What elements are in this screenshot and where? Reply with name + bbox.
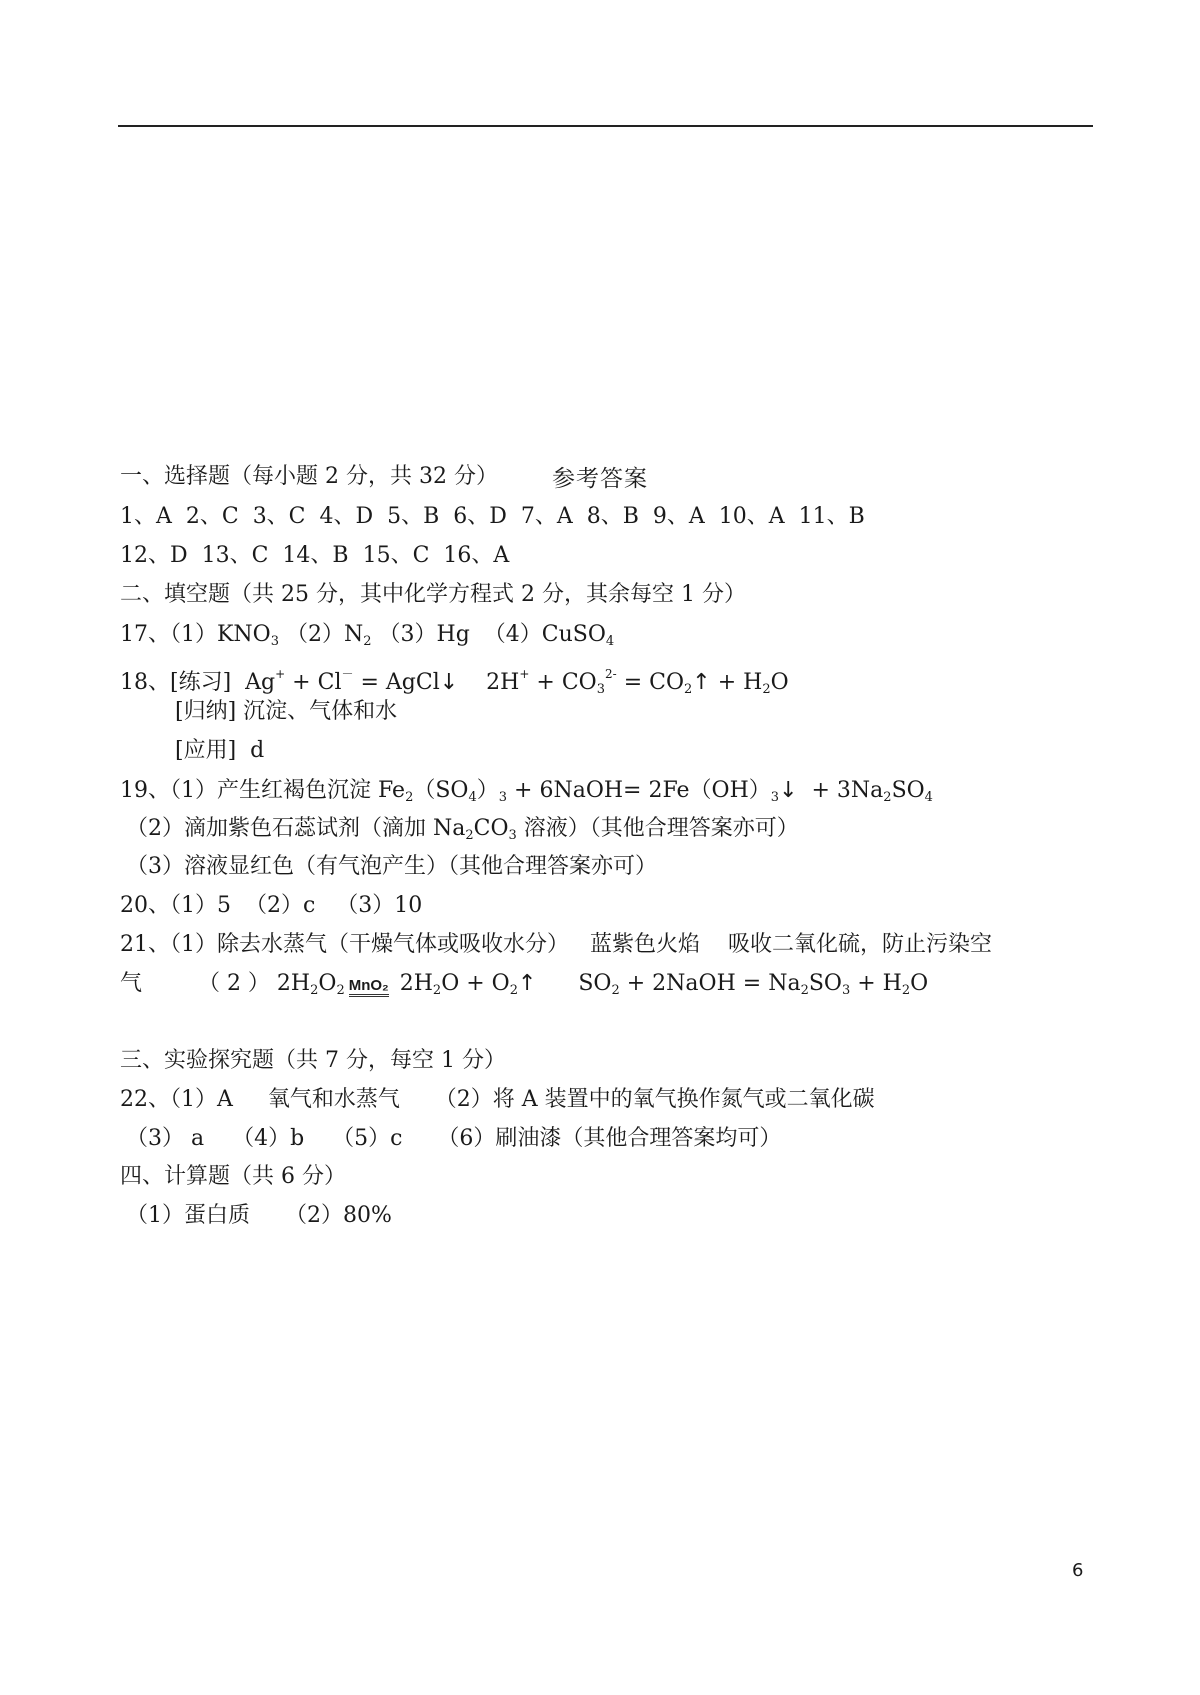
answer-21-part-1: 21、（1）除去水蒸气（干燥气体或吸收水分） 蓝紫色火焰 吸收二氧化硫，防止污染空 [120, 932, 992, 957]
answer-21-part-2: 气 （ 2 ） $2H_2O_2$ MnO₂ $2H_2O$ + $O_2↑$ $SO_2$ + 2NaOH = $Na_2SO_3 + H_2O$ [120, 971, 929, 998]
section-experiment-heading: 三、实验探究题（共 7 分，每空 1 分） [120, 1048, 506, 1073]
answer-19-1: 19、（1）产生红褐色沉淀 $Fe_2(SO_4)_3$ + 6NaOH= $2Fe(OH)_3↓ + 3Na_2SO_4$ [120, 778, 933, 805]
page-title: 参考答案 [552, 466, 648, 492]
answer-17: 17、$(1)KNO_3$ $(2)N_2$ （3）Hg （4）CuSO$_4$ [120, 622, 615, 649]
answer-18-induce: [归纳] 沉淀、气体和水 [175, 699, 398, 724]
answer-19-2: （2）滴加紫色石蕊试剂（滴加 $Na_2CO_3$ 溶液）（其他合理答案亦可） [126, 816, 799, 843]
choice-answers-row-1: 1、A 2、C 3、C 4、D 5、B 6、D 7、A 8、B 9、A 10、A 11、B [120, 504, 865, 529]
answer-20: 20、（1）5 （2）c （3）10 [120, 893, 423, 918]
answer-19-3: （3）溶液显红色（有气泡产生）（其他合理答案亦可） [126, 854, 657, 879]
answer-22-2: （3） a （4）b （5）c （6）刷油漆（其他合理答案均可） [126, 1126, 782, 1151]
answer-18-apply: [应用] d [175, 738, 265, 763]
section-calc-heading: 四、计算题（共 6 分） [120, 1164, 346, 1189]
section-choice-heading: 一、选择题（每小题 2 分，共 32 分） [120, 464, 498, 489]
answer-18-practice: 18、[练习] Ag+ + Cl－ = AgCl↓ $2H^+ + CO_3^{2-}$ = $CO_2↑ + H_2O$ [120, 667, 789, 697]
header-rule [118, 125, 1093, 127]
section-fill-heading: 二、填空题（共 25 分，其中化学方程式 2 分，其余每空 1 分） [120, 582, 746, 607]
answer-22-1: 22、（1）A 氧气和水蒸气 （2）将 A 装置中的氧气换作氮气或二氧化碳 [120, 1087, 875, 1112]
calc-answers: （1）蛋白质 （2）80% [126, 1203, 392, 1228]
page-number: 6 [1072, 1560, 1084, 1581]
catalyst-label: MnO₂ [349, 978, 389, 997]
choice-answers-row-2: 12、D 13、C 14、B 15、C 16、A [120, 543, 510, 568]
